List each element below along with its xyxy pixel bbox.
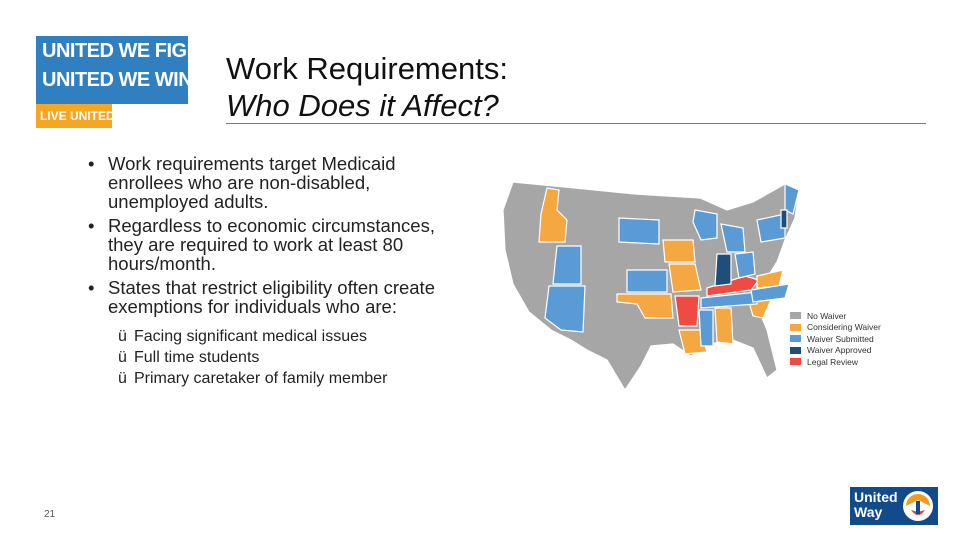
state-new-hampshire (781, 210, 787, 228)
check-text: Primary caretaker of family member (134, 370, 388, 387)
bullet-item (88, 216, 440, 273)
slide-title (226, 50, 508, 124)
legend-item (790, 322, 881, 334)
legend-swatch (790, 324, 801, 331)
legend-label: Waiver Approved (807, 345, 872, 356)
bullet-text: Work requirements target Medicaid enrollees who are non-disabled, unemployed adults. (108, 153, 396, 212)
state-kansas (627, 270, 667, 292)
title-divider (226, 123, 926, 124)
legend-swatch (790, 358, 801, 365)
check-text: Facing significant medical issues (134, 328, 367, 345)
check-text: Full time students (134, 349, 260, 366)
map-legend (790, 310, 881, 368)
bullet-item (88, 278, 440, 316)
slide-title-line-1: Work Requirements: (226, 51, 508, 86)
bullet-dot: • (88, 215, 95, 236)
legend-item (790, 345, 881, 357)
legend-label: No Waiver (807, 310, 847, 321)
logo-line-2: UNITED WE WIN. (42, 69, 198, 91)
united-way-logo (850, 487, 938, 525)
state-missouri (669, 264, 701, 292)
checkmark-icon: ü (118, 349, 127, 366)
united-way-hand-icon (902, 490, 934, 522)
logo-line-1: UNITED WE FIGHT. (42, 40, 216, 62)
bullet-list (88, 154, 440, 393)
legend-swatch (790, 335, 801, 342)
logo-orange-block (36, 104, 115, 128)
united-way-wordmark (854, 490, 898, 520)
united-way-line-2: Way (854, 504, 883, 520)
united-we-fight-logo (36, 36, 216, 128)
us-medicaid-waiver-map (495, 180, 805, 392)
checkmark-icon: ü (118, 328, 127, 345)
check-list (118, 330, 440, 386)
checkmark-icon: ü (118, 370, 127, 387)
legend-item (790, 333, 881, 345)
legend-item (790, 356, 881, 368)
legend-swatch (790, 312, 801, 319)
slide-title-line-2: Who Does it Affect? (226, 88, 499, 123)
bullet-text: Regardless to economic circumstances, they are required to work at least 80 hours/month. (108, 215, 435, 274)
bullet-text: States that restrict eligibility often create exemptions for individuals who are: (108, 277, 435, 317)
check-item (118, 351, 440, 365)
page-number: 21 (44, 509, 56, 520)
state-utah (553, 246, 581, 284)
legend-swatch (790, 347, 801, 354)
legend-label: Considering Waiver (807, 322, 881, 333)
legend-item (790, 310, 881, 322)
state-mississippi (699, 310, 713, 346)
state-ohio (735, 252, 755, 278)
state-alabama (715, 308, 733, 344)
state-iowa (663, 240, 695, 262)
bullet-dot: • (88, 153, 95, 174)
united-way-line-1: United (854, 489, 898, 505)
legend-label: Waiver Submitted (807, 333, 874, 344)
state-indiana (715, 254, 731, 286)
check-item (118, 372, 440, 386)
state-south-dakota (619, 218, 659, 244)
bullet-dot: • (88, 277, 95, 298)
check-item (118, 330, 440, 344)
bullet-item (88, 154, 440, 211)
legend-label: Legal Review (807, 356, 859, 367)
logo-blue-block (36, 36, 216, 104)
state-arkansas (675, 296, 699, 326)
logo-live-united: LIVE UNITED (40, 109, 115, 123)
